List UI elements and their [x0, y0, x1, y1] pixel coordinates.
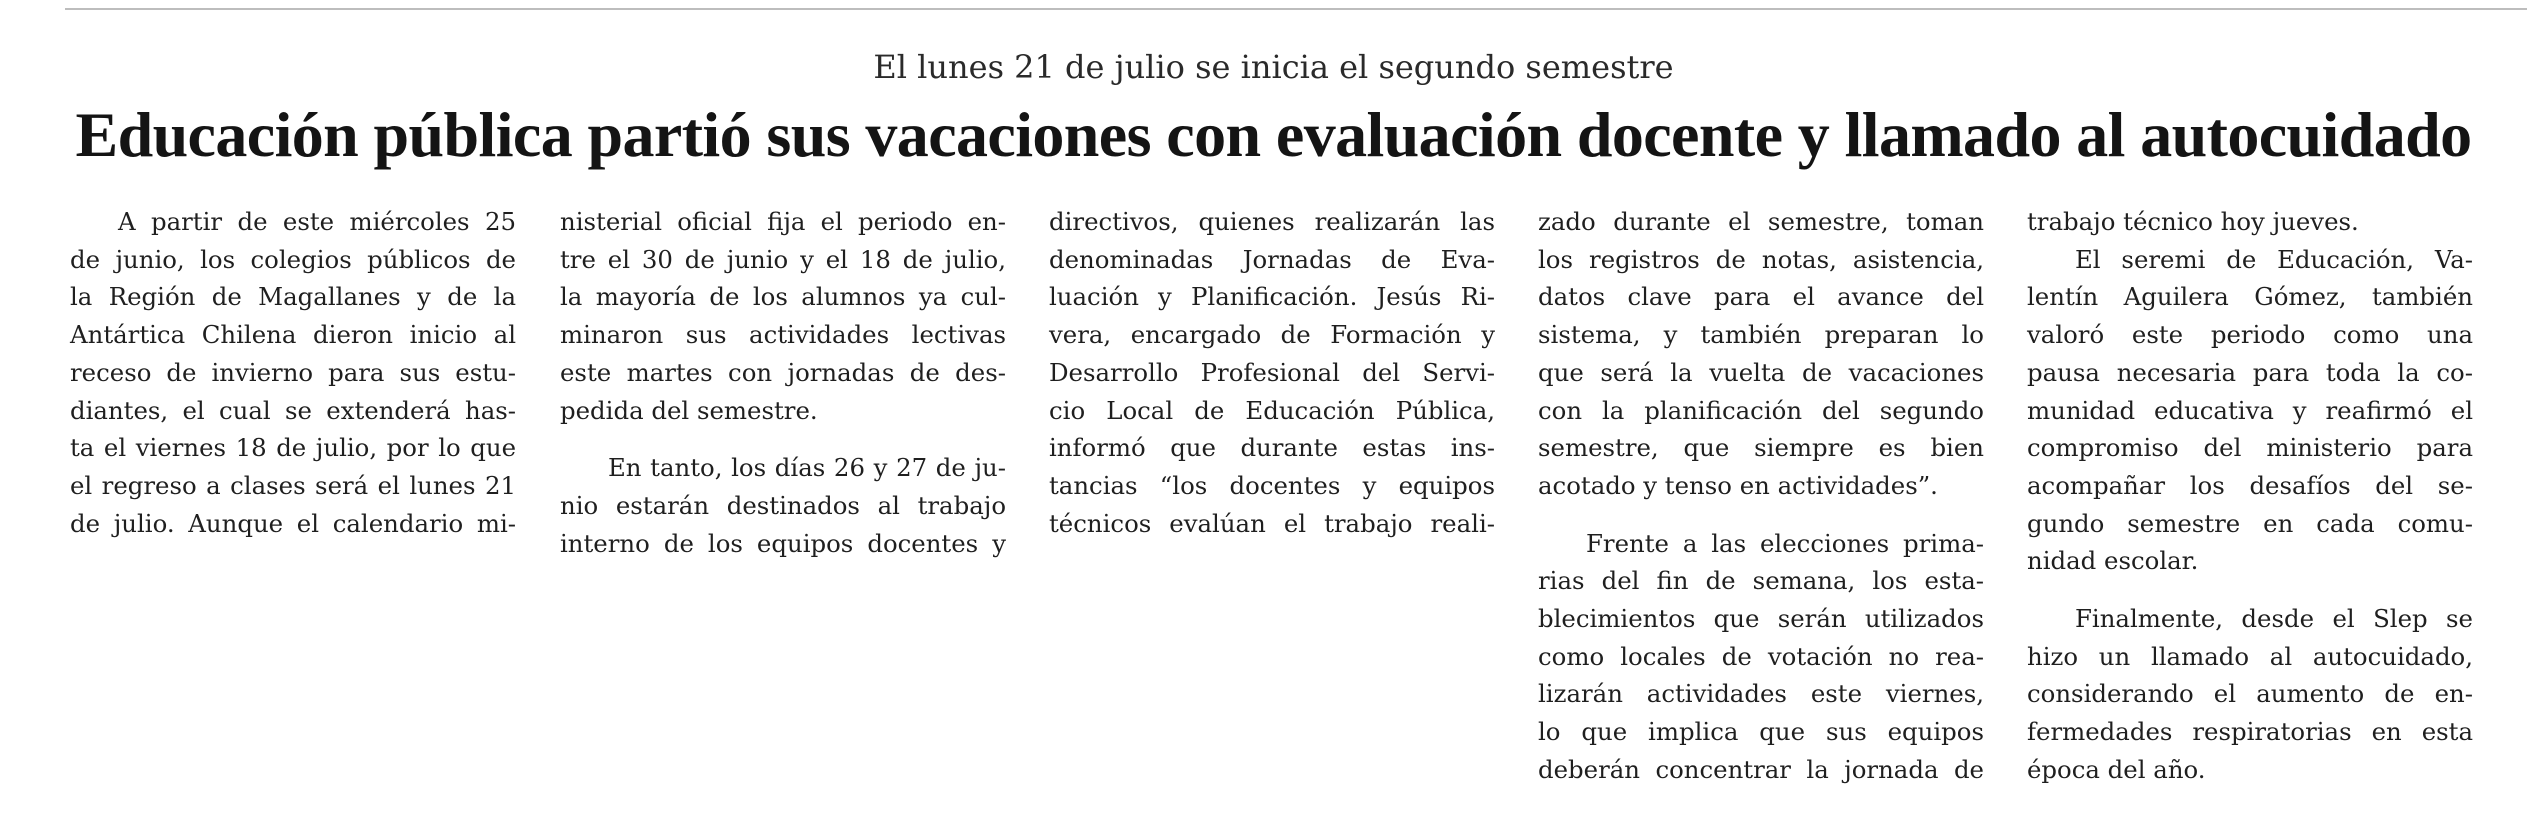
text-line: rias del fin de semana, los esta-: [1538, 566, 1984, 596]
top-rule: [65, 8, 2527, 10]
text-line: acompañar los desafíos del se-: [2027, 470, 2473, 500]
text-line: denominadas Jornadas de Eva-: [1049, 244, 1495, 274]
text-line: acotado y tenso en actividades”.: [1538, 470, 1938, 500]
text-line: lentín Aguilera Gómez, también: [2027, 282, 2473, 312]
text-line: blecimientos que serán utilizados: [1538, 604, 1984, 634]
text-line: considerando el aumento de en-: [2027, 679, 2473, 709]
text-line: informó que durante estas ins-: [1049, 433, 1495, 463]
text-line: como locales de votación no rea-: [1538, 641, 1984, 671]
body-column-4: [1538, 203, 1984, 789]
text-line: receso de invierno para sus estu-: [70, 357, 516, 387]
text-line: los registros de notas, asistencia,: [1538, 244, 1984, 274]
text-line: la mayoría de los alumnos ya cul-: [560, 282, 1006, 312]
text-line: de junio, los colegios públicos de: [70, 244, 516, 274]
text-line: sistema, y también preparan lo: [1538, 320, 1984, 350]
paragraph-gap: [2027, 580, 2473, 600]
text-line: El seremi de Educación, Va-: [2075, 244, 2473, 274]
text-line: Desarrollo Profesional del Servi-: [1049, 357, 1495, 387]
body-column-3: [1049, 203, 1495, 542]
text-line: trabajo técnico hoy jueves.: [2027, 207, 2359, 236]
text-line: directivos, quienes realizarán las: [1049, 207, 1495, 236]
body-column-2: [560, 203, 1006, 562]
headline: Educación pública partió sus vacaciones con evaluación docente y llamado al autocuidado: [75, 99, 2472, 170]
text-line: cio Local de Educación Pública,: [1049, 395, 1495, 425]
text-line: nidad escolar.: [2027, 546, 2199, 576]
paragraph-gap: [560, 429, 1006, 449]
text-line: la Región de Magallanes y de la: [70, 282, 516, 312]
text-line: vera, encargado de Formación y: [1049, 320, 1495, 350]
text-line: valoró este periodo como una: [2027, 320, 2473, 350]
text-line: pausa necesaria para toda la co-: [2027, 357, 2473, 387]
text-line: Antártica Chilena dieron inicio al: [70, 320, 516, 350]
text-line: luación y Planificación. Jesús Ri-: [1049, 282, 1495, 312]
text-line: ta el viernes 18 de julio, por lo que: [70, 433, 516, 463]
text-line: A partir de este miércoles 25: [118, 207, 516, 236]
text-line: tancias “los docentes y equipos: [1049, 470, 1495, 500]
text-line: lizarán actividades este viernes,: [1538, 679, 1984, 709]
body-column-1: [70, 203, 516, 542]
text-line: nisterial oficial fija el periodo en-: [560, 207, 1006, 236]
text-line: minaron sus actividades lectivas: [560, 320, 1006, 350]
text-line: este martes con jornadas de des-: [560, 357, 1006, 387]
text-line: el regreso a clases será el lunes 21: [70, 470, 516, 500]
text-line: época del año.: [2027, 754, 2206, 784]
text-line: nio estarán destinados al trabajo: [560, 490, 1006, 520]
text-line: hizo un llamado al autocuidado,: [2027, 641, 2473, 671]
text-line: Finalmente, desde el Slep se: [2075, 604, 2473, 634]
text-line: fermedades respiratorias en esta: [2027, 717, 2473, 747]
text-line: interno de los equipos docentes y: [560, 528, 1006, 558]
body-column-5: [2027, 203, 2473, 789]
paragraph-gap: [1538, 505, 1984, 525]
text-line: En tanto, los días 26 y 27 de ju-: [608, 453, 1006, 483]
text-line: con la planificación del segundo: [1538, 395, 1984, 425]
text-line: lo que implica que sus equipos: [1538, 717, 1984, 747]
text-line: compromiso del ministerio para: [2027, 433, 2473, 463]
text-line: tre el 30 de junio y el 18 de julio,: [560, 244, 1006, 274]
text-line: pedida del semestre.: [560, 395, 818, 425]
kicker: El lunes 21 de julio se inicia el segundo semestre: [873, 48, 1674, 86]
text-line: munidad educativa y reafirmó el: [2027, 395, 2473, 425]
text-line: diantes, el cual se extenderá has-: [70, 395, 516, 425]
text-line: datos clave para el avance del: [1538, 282, 1984, 312]
text-line: gundo semestre en cada comu-: [2027, 508, 2473, 538]
text-line: que será la vuelta de vacaciones: [1538, 357, 1984, 387]
text-line: técnicos evalúan el trabajo reali-: [1049, 508, 1495, 538]
text-line: deberán concentrar la jornada de: [1538, 754, 1984, 784]
text-line: zado durante el semestre, toman: [1538, 207, 1984, 236]
text-line: de julio. Aunque el calendario mi-: [70, 508, 516, 538]
text-line: semestre, que siempre es bien: [1538, 433, 1984, 463]
text-line: Frente a las elecciones prima-: [1586, 528, 1984, 558]
